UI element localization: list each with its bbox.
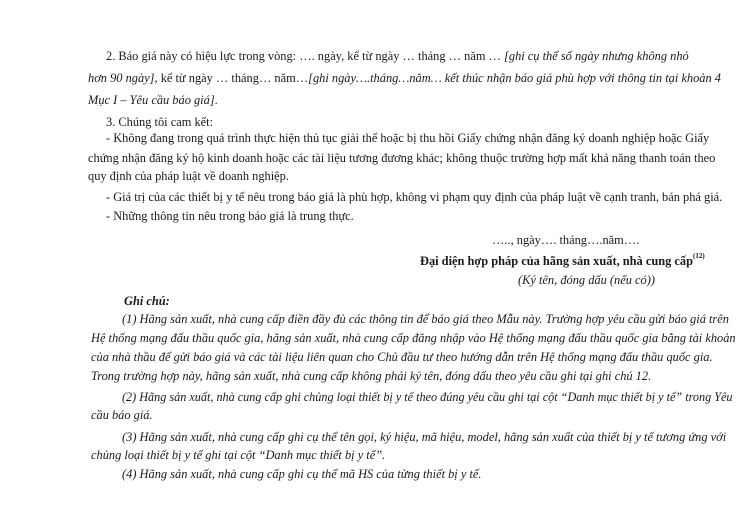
validity-hint-date: [ghi ngày….tháng…năm… kết thúc nhận báo giá phù hợp với thông tin tại khoản 4 <box>308 71 721 85</box>
representative-label: Đại diện hợp pháp của hãng sản xuất, nhà cung cấp <box>420 254 694 268</box>
note-2-line-2: cầu báo giá. <box>91 408 153 422</box>
commitment-heading: 3. Chúng tôi cam kết: <box>106 115 214 129</box>
validity-text-2: , kể từ ngày … tháng… năm… <box>154 71 309 85</box>
validity-hint: [ghi cụ thể số ngày nhưng không nhỏ <box>504 49 689 63</box>
note-2-line-1: (2) Hãng sản xuất, nhà cung cấp ghi chủng loại thiết bị y tế theo đúng yêu cầu ghi tại cột “Danh mục thiết bị y tế” trong Yêu <box>122 390 733 404</box>
validity-hint-days: hơn 90 ngày] <box>88 71 155 85</box>
note-3-line-2: chủng loại thiết bị y tế ghi tại cột “Danh mục thiết bị y tế”. <box>91 448 386 462</box>
signature-date-line: ….., ngày…. tháng….năm…. <box>492 233 640 247</box>
validity-hint-ref: Mục I – Yêu cầu báo giá] <box>88 93 215 107</box>
commitment-3: - Những thông tin nêu trong báo giá là trung thực. <box>106 209 354 223</box>
note-1-line-4: Trong trường hợp này, hãng sản xuất, nhà cung cấp không phải ký tên, đóng dấu theo yêu cầu ghi tại ghi chú 12. <box>91 369 652 383</box>
validity-line-2 <box>88 72 721 84</box>
signature-sign-hint: (Ký tên, đóng dấu (nếu có)) <box>518 273 655 287</box>
note-1-line-2: Hệ thống mạng đấu thầu quốc gia, hãng sản xuất, nhà cung cấp đăng nhập vào Hệ thống mạng đấu thầu quốc gia bằng tài khoản <box>91 331 736 345</box>
validity-period: . <box>214 93 218 107</box>
commitment-1-line-1: - Không đang trong quá trình thực hiện thủ tục giải thể hoặc bị thu hồi Giấy chứng nhận đăng ký doanh nghiệp hoặc Giấy <box>106 131 710 145</box>
validity-text: 2. Báo giá này có hiệu lực trong vòng: …. ngày, kể từ ngày … tháng … năm … <box>106 49 505 63</box>
note-3-line-1: (3) Hãng sản xuất, nhà cung cấp ghi cụ thể tên gọi, ký hiệu, mã hiệu, model, hãng sản xuất của thiết bị y tế tương ứng với <box>122 430 727 444</box>
note-1-line-1: (1) Hãng sản xuất, nhà cung cấp điền đầy đủ các thông tin để báo giá theo Mẫu này. Trường hợp yêu cầu gửi báo giá trên <box>122 312 729 326</box>
validity-line-1 <box>106 50 689 62</box>
note-1-line-3: của nhà thầu để gửi báo giá và các tài liệu liên quan cho Chủ đầu tư theo hướng dẫn trên Hệ thống mạng đấu thầu quốc gia. <box>91 350 713 364</box>
signature-representative <box>420 252 705 268</box>
validity-line-3 <box>88 94 218 106</box>
note-4: (4) Hãng sản xuất, nhà cung cấp ghi cụ thể mã HS của từng thiết bị y tế. <box>122 467 482 481</box>
commitment-2: - Giá trị của các thiết bị y tế nêu trong báo giá là phù hợp, không vi phạm quy định của pháp luật về cạnh tranh, bán phá giá. <box>106 190 723 204</box>
commitment-1-line-2: chứng nhận đăng ký hộ kinh doanh hoặc các tài liệu tương đương khác; không thuộc trường hợp mất khả năng thanh toán theo <box>88 151 716 165</box>
notes-heading: Ghi chú: <box>124 294 170 308</box>
footnote-marker: (12) <box>693 252 705 260</box>
commitment-1-line-3: quy định của pháp luật về doanh nghiệp. <box>88 169 289 183</box>
